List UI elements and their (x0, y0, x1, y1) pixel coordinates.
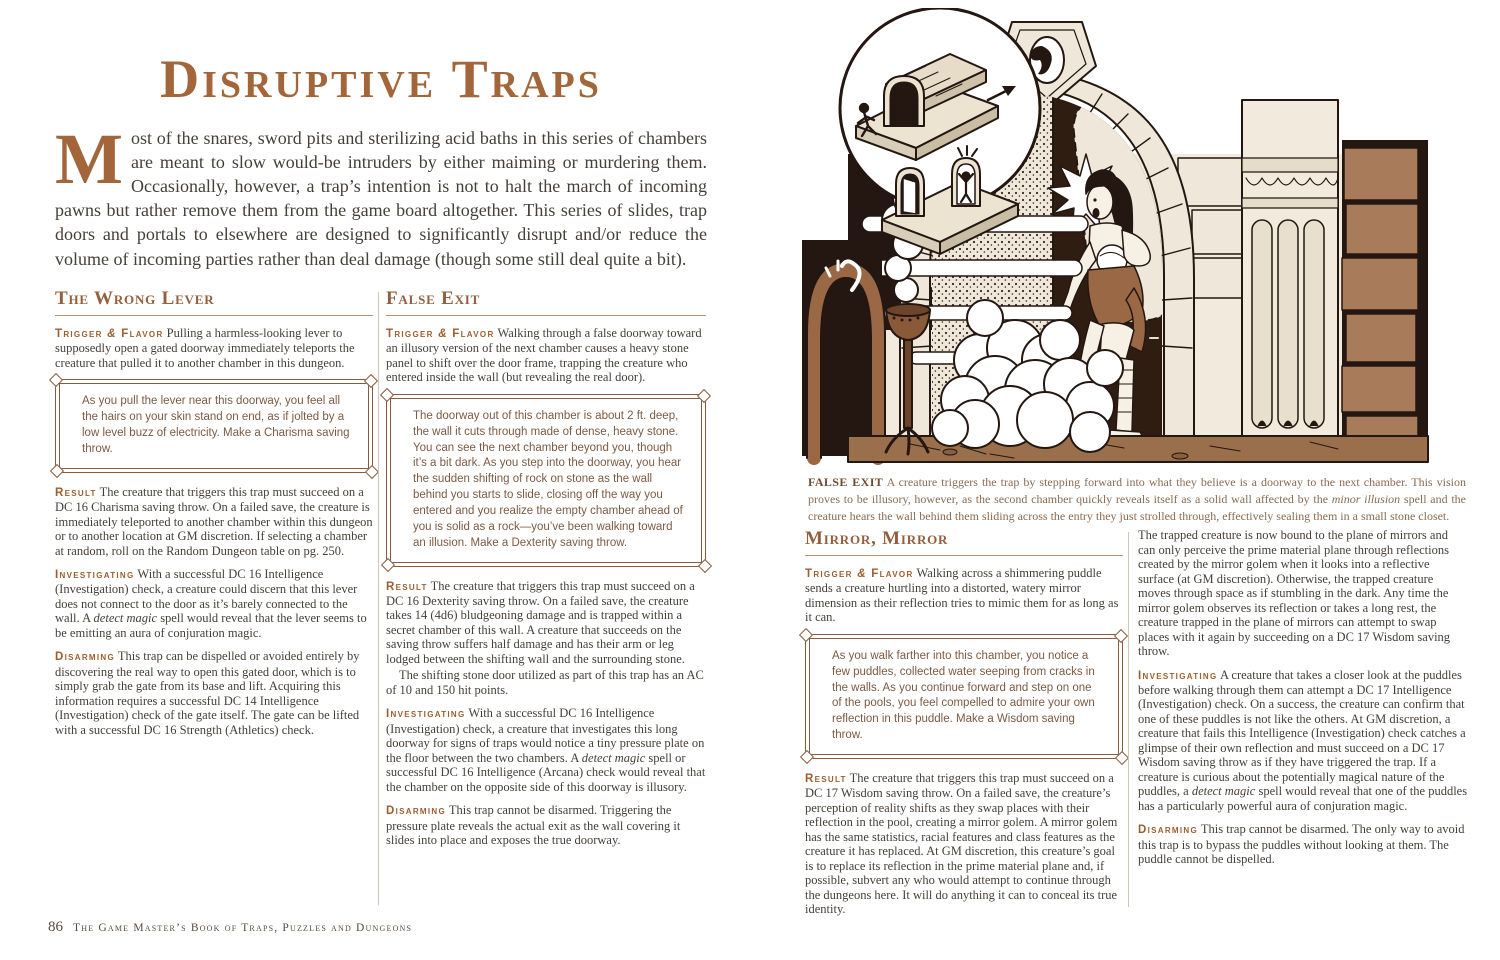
intro-text: ost of the snares, sword pits and sterilizing acid baths in this series of chambers are meant to slow would-be intruders by either maiming or murdering them. Occasionally, however, a trap’s intention is not to halt the march of incoming pawns but rather remove them from the game board altogether. This series of slides, trap doors and portals to elsewhere are designed to significantly disrupt and/or reduce the volume of incoming parties rather than deal damage (though some still deal quite a bit). (55, 128, 707, 269)
disarming-label: Disarming (1138, 824, 1199, 837)
read-aloud-text: As you pull the lever near this doorway, you feel all the hairs on your skin stand on end, as if jolted by a low level buzz of electricity. Make a Charisma saving throw. (82, 395, 350, 455)
page-title: Disruptive Traps (160, 49, 602, 109)
section-the-wrong-lever (55, 288, 373, 746)
carved-pilaster (1242, 100, 1338, 456)
page-footer (48, 918, 648, 936)
rubble-floor (848, 436, 1428, 462)
section-heading: Mirror, Mirror (805, 528, 1123, 556)
investigating-paragraph: Investigating With a successful DC 16 Intelligence (Investigation) check, a creature that investigates this long doorway for signs of traps would notice a tiny pressure plate on the floor between the two chambers. A detect magic spell or successful DC 16 Intelligence (Arcana) check would reveal that the chamber on the opposite side of this doorway is illusory. (386, 706, 706, 794)
caption-label: FALSE EXIT (808, 475, 884, 489)
trigger-flavor-paragraph: Trigger & Flavor Pulling a harmless-looking lever to supposedly open a gated doorway immediately teleports the creature that pulled it to another chamber in this dungeon. (55, 326, 355, 370)
intro-paragraph (55, 119, 707, 271)
section-mirror-mirror (805, 528, 1123, 926)
result-paragraph: Result The creature that triggers this trap must succeed on a DC 16 Charisma saving throw. On a failed save, the creature is immediately teleported to another chamber within this dungeon or to another location at GM discretion. If selecting a chamber at random, roll on the Random Dungeon table on pg. 250. (55, 484, 373, 558)
disarming-paragraph: Disarming This trap cannot be disarmed. The only way to avoid this trap is to bypass the puddles without looking at them. The puddle cannot be dispelled. (1138, 822, 1465, 867)
investigating-paragraph: Investigating A creature that takes a closer look at the puddles before walking through them can attempt a DC 17 Intelligence (Investigation) check. On a success, the creature can confirm that one of these puddles is not like the others. At GM discretion, a creature that fails this Intelligence (Investigation) check catches a glimpse of their own reflection and must succeed on a DC 17 Wisdom saving throw as if they have triggered the trap. If a creature is curious about the potentially magical nature of the puddles, a detect magic spell would reveal that one of the puddles has a particularly powerful aura of conjuration magic. (1138, 667, 1468, 813)
read-aloud-box (386, 394, 706, 567)
continuation-paragraph: The trapped creature is now bound to the plane of mirrors and can only perceive the prime material plane through reflections created by the mirror golem when it looks into a reflective surface (at GM discretion). Otherwise, the trapped creature moves through space as if stumbling in the dark. Any time the mirror golem observes its reflection or takes a long rest, the creature trapped in the plane of mirrors can attempt to swap places with it again by succeeding on a DC 17 Wisdom saving throw. (1138, 528, 1451, 658)
false-exit-illustration (790, 8, 1438, 466)
section-false-exit (386, 288, 706, 857)
section-heading: The Wrong Lever (55, 288, 373, 316)
trigger-flavor-paragraph: Trigger & Flavor Walking across a shimmering puddle sends a creature hurtling into a distorted, watery mirror dimension as their reflection tries to mimic them for as long as it can. (805, 566, 1119, 625)
read-aloud-box (805, 634, 1123, 759)
trigger-flavor-paragraph: Trigger & Flavor Walking through a false doorway toward an illusory version of the next chamber causes a heavy stone panel to shift over the door frame, trapping the creature who entered inside the wall (but revealing the real door). (386, 326, 702, 385)
result-paragraph-2: The shifting stone door utilized as part of this trap has an AC of 10 and 150 hit points. (386, 668, 704, 697)
trigger-flavor-label: Trigger & Flavor (805, 568, 914, 580)
read-aloud-box (55, 379, 373, 472)
left-doorway (802, 240, 885, 458)
investigating-label: Investigating (386, 708, 466, 721)
read-aloud-text: The doorway out of this chamber is about 2 ft. deep, the wall it cuts through made of dense, heavy stone. You can see the next chamber beyond you, though it’s a bit dark. As you step into the doorway, you hear the sudden shifting of rock on stone as the wall behind you starts to slide, closing off the way you entered and you realize the empty chamber ahead of you is solid as a rock—you’ve been walking toward an illusion. Make a Dexterity saving throw. (413, 409, 683, 549)
read-aloud-text: As you walk farther into this chamber, you notice a few puddles, collected water seeping from cracks in the walls. As you continue forward and step on one of the pools, you feel compelled to admire your own reflection in this puddle. Make a Wisdom saving throw. (832, 649, 1095, 742)
drop-cap: M (55, 119, 123, 199)
result-paragraph: Result The creature that triggers this trap must succeed on a DC 17 Wisdom saving throw. On a failed save, the creature’s perception of reality shifts as they swap places with their reflection in the pool, creating a mirror golem. A mirror golem has the same statistics, racial features and class features as the creature it has replaced. At GM discretion, this creature’s goal is to replace its reflection in the prime material plane and, if possible, subvert any who would attempt to continue through the dungeons here. It will do anything it can to conceal its true identity. (805, 770, 1118, 917)
investigating-label: Investigating (1138, 669, 1218, 682)
result-label: Result (805, 772, 847, 785)
disarming-paragraph: Disarming This trap cannot be disarmed. Triggering the pressure plate reveals the actual exit as the wall covering it slides into place and exposes the true doorway. (386, 803, 681, 848)
brick-pillar (1342, 140, 1428, 456)
disarming-label: Disarming (386, 805, 447, 818)
illustration-caption: FALSE EXIT A creature triggers the trap by stepping forward into what they believe is a doorway to the next chamber. This vision proves to be illusory, however, as the second chamber quickly reveals itself as a solid wall affected by the minor illusion spell and the creature hears the wall behind them sliding across the entry they just strolled through, effectively sealing them in a small stone closet. (808, 475, 1466, 524)
trigger-flavor-label: Trigger & Flavor (386, 328, 495, 340)
column-divider (1128, 532, 1129, 907)
column-divider (378, 292, 379, 905)
section-mirror-mirror-continued (1138, 528, 1468, 876)
page-number: 86 (48, 919, 63, 935)
investigating-label: Investigating (55, 569, 135, 582)
trigger-flavor-label: Trigger & Flavor (55, 328, 164, 340)
section-heading: False Exit (386, 288, 706, 316)
disarming-label: Disarming (55, 651, 116, 664)
result-paragraph: Result The creature that triggers this trap must succeed on a DC 16 Dexterity saving throw. On a failed save, the creature takes 14 (4d6) bludgeoning damage and is trapped within a secret chamber of this wall. A creature that succeeds on the saving throw suffers half damage and has their arm or leg lodged between the shifting wall and the surrounding stone. (386, 578, 695, 666)
disarming-paragraph: Disarming This trap can be dispelled or avoided entirely by discovering the real way to open this gated door, which is to simply grab the gate from its base and lift. Acquiring this information requires a successful DC 14 Intelligence (Investigation) check of the gate itself. The gate can be lifted with a successful DC 16 Strength (Athletics) check. (55, 649, 360, 737)
result-label: Result (386, 580, 428, 593)
investigating-paragraph: Investigating With a successful DC 16 Intelligence (Investigation) check, a creature could discern that this lever does not connect to the door as it’s barely connected to the wall. A detect magic spell would reveal that the lever seems to be emitting an aura of conjuration magic. (55, 567, 367, 640)
result-label: Result (55, 486, 97, 499)
book-title: The Game Master’s Book of Traps, Puzzles and Dungeons (73, 922, 413, 934)
